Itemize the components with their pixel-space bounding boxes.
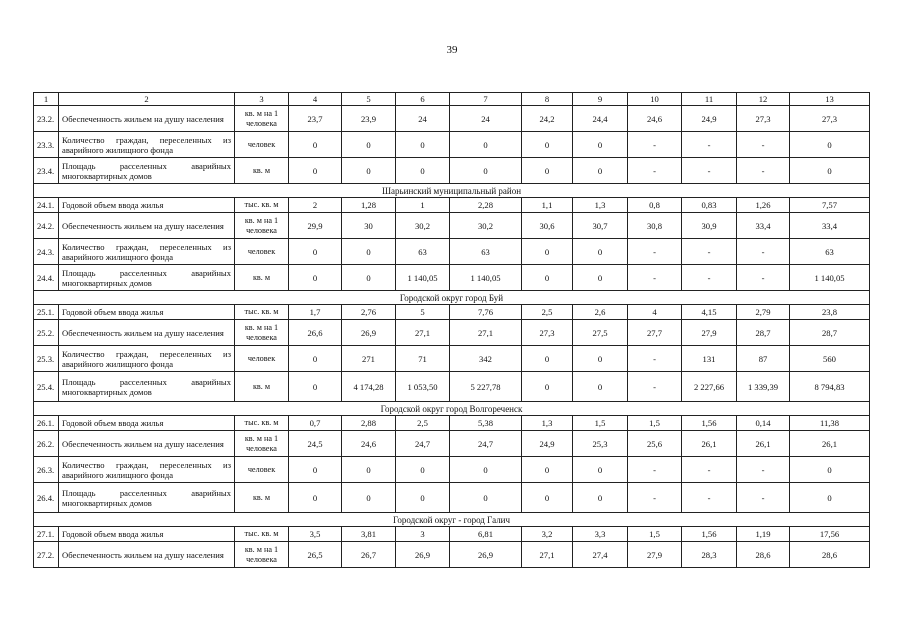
value-cell: 0: [573, 483, 628, 513]
table-row: [34, 305, 870, 320]
value-cell: 11,38: [790, 416, 870, 431]
indicator-name-cell: Годовой объем ввода жилья: [59, 305, 235, 320]
value-cell: 7,57: [790, 198, 870, 213]
table-row: [34, 346, 870, 372]
value-cell: 33,4: [737, 213, 790, 239]
value-cell: 0: [289, 265, 342, 291]
value-cell: 0: [396, 158, 450, 184]
value-cell: 26,9: [342, 320, 396, 346]
value-cell: 0: [522, 457, 573, 483]
value-cell: 27,3: [522, 320, 573, 346]
value-cell: 0: [450, 483, 522, 513]
value-cell: 0: [342, 239, 396, 265]
header-cell: 10: [628, 93, 682, 106]
row-number-cell: 23.4.: [34, 158, 59, 184]
indicator-name-cell: Годовой объем ввода жилья: [59, 416, 235, 431]
row-number-cell: 27.1.: [34, 527, 59, 542]
value-cell: 3,3: [573, 527, 628, 542]
value-cell: 30,2: [450, 213, 522, 239]
value-cell: 24,7: [450, 431, 522, 457]
table-row: [34, 265, 870, 291]
unit-cell: тыс. кв. м: [235, 527, 289, 542]
section-title: Городской округ город Буй: [34, 291, 870, 305]
value-cell: 0,8: [628, 198, 682, 213]
unit-cell: кв. м на 1 человека: [235, 106, 289, 132]
value-cell: 2: [289, 198, 342, 213]
row-number-cell: 26.1.: [34, 416, 59, 431]
value-cell: 8 794,83: [790, 372, 870, 402]
value-cell: 0: [289, 158, 342, 184]
value-cell: -: [737, 132, 790, 158]
table-row: [34, 416, 870, 431]
value-cell: 1,5: [573, 416, 628, 431]
value-cell: 27,3: [737, 106, 790, 132]
row-number-cell: 25.2.: [34, 320, 59, 346]
row-number-cell: 27.2.: [34, 542, 59, 568]
value-cell: 2,5: [396, 416, 450, 431]
value-cell: 23,7: [289, 106, 342, 132]
indicator-name-cell: Обеспеченность жильем на душу населения: [59, 320, 235, 346]
value-cell: 0: [289, 346, 342, 372]
unit-cell: человек: [235, 457, 289, 483]
value-cell: 26,1: [682, 431, 737, 457]
value-cell: 0: [342, 265, 396, 291]
value-cell: 24,6: [342, 431, 396, 457]
value-cell: -: [737, 265, 790, 291]
value-cell: 23,8: [790, 305, 870, 320]
row-number-cell: 23.3.: [34, 132, 59, 158]
value-cell: 0: [450, 158, 522, 184]
value-cell: -: [737, 483, 790, 513]
value-cell: 0: [522, 265, 573, 291]
value-cell: 0: [573, 239, 628, 265]
value-cell: 3,5: [289, 527, 342, 542]
value-cell: -: [737, 457, 790, 483]
value-cell: 26,5: [289, 542, 342, 568]
value-cell: 0: [790, 483, 870, 513]
value-cell: 27,9: [628, 542, 682, 568]
row-number-cell: 24.4.: [34, 265, 59, 291]
row-number-cell: 24.1.: [34, 198, 59, 213]
unit-cell: кв. м: [235, 158, 289, 184]
row-number-cell: 25.1.: [34, 305, 59, 320]
value-cell: 30,2: [396, 213, 450, 239]
header-cell: 1: [34, 93, 59, 106]
value-cell: 26,6: [289, 320, 342, 346]
value-cell: 2,79: [737, 305, 790, 320]
value-cell: 29,9: [289, 213, 342, 239]
value-cell: -: [737, 239, 790, 265]
unit-cell: кв. м: [235, 372, 289, 402]
value-cell: 27,7: [628, 320, 682, 346]
value-cell: -: [682, 158, 737, 184]
value-cell: 24: [450, 106, 522, 132]
indicator-name-cell: Площадь расселенных аварийных многоквартирных домов: [59, 265, 235, 291]
value-cell: 1 140,05: [450, 265, 522, 291]
value-cell: 27,9: [682, 320, 737, 346]
value-cell: 71: [396, 346, 450, 372]
value-cell: 4: [628, 305, 682, 320]
value-cell: 0: [289, 483, 342, 513]
table-row: [34, 372, 870, 402]
value-cell: -: [628, 346, 682, 372]
value-cell: -: [628, 372, 682, 402]
value-cell: 0: [450, 457, 522, 483]
unit-cell: тыс. кв. м: [235, 198, 289, 213]
value-cell: 2,6: [573, 305, 628, 320]
table-row: [34, 527, 870, 542]
value-cell: 1,7: [289, 305, 342, 320]
value-cell: 1,26: [737, 198, 790, 213]
section-row: [34, 513, 870, 527]
indicator-name-cell: Количество граждан, переселенных из аварийного жилищного фонда: [59, 457, 235, 483]
value-cell: 24,5: [289, 431, 342, 457]
header-cell: 12: [737, 93, 790, 106]
indicator-name-cell: Количество граждан, переселенных из аварийного жилищного фонда: [59, 346, 235, 372]
value-cell: -: [628, 457, 682, 483]
statistics-table: [33, 92, 870, 568]
value-cell: 0: [342, 457, 396, 483]
value-cell: 3,2: [522, 527, 573, 542]
indicator-name-cell: Обеспеченность жильем на душу населения: [59, 542, 235, 568]
header-cell: 11: [682, 93, 737, 106]
value-cell: 30,6: [522, 213, 573, 239]
value-cell: 0: [522, 372, 573, 402]
unit-cell: тыс. кв. м: [235, 416, 289, 431]
value-cell: 1: [396, 198, 450, 213]
header-cell: 9: [573, 93, 628, 106]
value-cell: -: [628, 239, 682, 265]
header-row: [34, 93, 870, 106]
header-cell: 7: [450, 93, 522, 106]
value-cell: 1 339,39: [737, 372, 790, 402]
value-cell: 5 227,78: [450, 372, 522, 402]
unit-cell: человек: [235, 239, 289, 265]
value-cell: 28,7: [790, 320, 870, 346]
unit-cell: человек: [235, 346, 289, 372]
value-cell: 342: [450, 346, 522, 372]
section-title: Городской округ город Волгореченск: [34, 402, 870, 416]
value-cell: 0: [289, 132, 342, 158]
row-number-cell: 26.4.: [34, 483, 59, 513]
indicator-name-cell: Количество граждан, переселенных из аварийного жилищного фонда: [59, 239, 235, 265]
header-cell: 4: [289, 93, 342, 106]
value-cell: 0: [522, 483, 573, 513]
value-cell: -: [628, 158, 682, 184]
header-cell: 5: [342, 93, 396, 106]
value-cell: 0: [450, 132, 522, 158]
value-cell: 24,2: [522, 106, 573, 132]
value-cell: 1,5: [628, 416, 682, 431]
value-cell: 28,6: [737, 542, 790, 568]
value-cell: 26,1: [737, 431, 790, 457]
value-cell: -: [737, 158, 790, 184]
unit-cell: кв. м на 1 человека: [235, 213, 289, 239]
indicator-name-cell: Обеспеченность жильем на душу населения: [59, 106, 235, 132]
value-cell: 17,56: [790, 527, 870, 542]
value-cell: 30,9: [682, 213, 737, 239]
value-cell: 1,56: [682, 527, 737, 542]
value-cell: 63: [790, 239, 870, 265]
indicator-name-cell: Обеспеченность жильем на душу населения: [59, 213, 235, 239]
value-cell: 1,28: [342, 198, 396, 213]
unit-cell: кв. м на 1 человека: [235, 542, 289, 568]
unit-cell: тыс. кв. м: [235, 305, 289, 320]
value-cell: 24: [396, 106, 450, 132]
value-cell: 26,9: [396, 542, 450, 568]
unit-cell: человек: [235, 132, 289, 158]
value-cell: 0: [573, 346, 628, 372]
value-cell: 0: [573, 132, 628, 158]
value-cell: 0: [573, 158, 628, 184]
value-cell: 27,1: [396, 320, 450, 346]
table-row: [34, 198, 870, 213]
value-cell: 27,5: [573, 320, 628, 346]
value-cell: 1,19: [737, 527, 790, 542]
value-cell: 0: [790, 132, 870, 158]
indicator-name-cell: Площадь расселенных аварийных многоквартирных домов: [59, 372, 235, 402]
value-cell: 4,15: [682, 305, 737, 320]
row-number-cell: 25.3.: [34, 346, 59, 372]
value-cell: -: [682, 132, 737, 158]
value-cell: 24,9: [522, 431, 573, 457]
value-cell: 4 174,28: [342, 372, 396, 402]
row-number-cell: 25.4.: [34, 372, 59, 402]
value-cell: 271: [342, 346, 396, 372]
table-row: [34, 132, 870, 158]
value-cell: -: [628, 483, 682, 513]
value-cell: -: [682, 265, 737, 291]
table-row: [34, 320, 870, 346]
value-cell: 1,3: [573, 198, 628, 213]
value-cell: 25,6: [628, 431, 682, 457]
value-cell: 27,4: [573, 542, 628, 568]
header-cell: 13: [790, 93, 870, 106]
value-cell: 0,14: [737, 416, 790, 431]
value-cell: 28,7: [737, 320, 790, 346]
header-cell: 6: [396, 93, 450, 106]
value-cell: 1,5: [628, 527, 682, 542]
value-cell: 5,38: [450, 416, 522, 431]
value-cell: -: [682, 239, 737, 265]
value-cell: 0: [522, 132, 573, 158]
section-title: Шарьинский муниципальный район: [34, 184, 870, 198]
value-cell: 26,7: [342, 542, 396, 568]
value-cell: 0: [289, 372, 342, 402]
row-number-cell: 26.3.: [34, 457, 59, 483]
value-cell: 131: [682, 346, 737, 372]
table-row: [34, 239, 870, 265]
table-row: [34, 542, 870, 568]
value-cell: 1 140,05: [396, 265, 450, 291]
value-cell: 24,4: [573, 106, 628, 132]
value-cell: 0: [289, 457, 342, 483]
value-cell: 6,81: [450, 527, 522, 542]
value-cell: -: [628, 132, 682, 158]
table-row: [34, 431, 870, 457]
value-cell: 1,3: [522, 416, 573, 431]
unit-cell: кв. м: [235, 483, 289, 513]
value-cell: -: [682, 483, 737, 513]
value-cell: 0,83: [682, 198, 737, 213]
value-cell: 0: [342, 158, 396, 184]
value-cell: 24,9: [682, 106, 737, 132]
value-cell: 1,56: [682, 416, 737, 431]
indicator-name-cell: Площадь расселенных аварийных многоквартирных домов: [59, 483, 235, 513]
value-cell: 1 140,05: [790, 265, 870, 291]
value-cell: 30,8: [628, 213, 682, 239]
section-row: [34, 184, 870, 198]
value-cell: 0: [396, 483, 450, 513]
value-cell: 63: [450, 239, 522, 265]
value-cell: 0,7: [289, 416, 342, 431]
value-cell: 26,9: [450, 542, 522, 568]
value-cell: -: [628, 265, 682, 291]
table-row: [34, 106, 870, 132]
indicator-name-cell: Годовой объем ввода жилья: [59, 527, 235, 542]
section-title: Городской округ - город Галич: [34, 513, 870, 527]
value-cell: 3,81: [342, 527, 396, 542]
value-cell: 2,5: [522, 305, 573, 320]
value-cell: 0: [573, 265, 628, 291]
value-cell: 2 227,66: [682, 372, 737, 402]
header-cell: 8: [522, 93, 573, 106]
unit-cell: кв. м на 1 человека: [235, 320, 289, 346]
value-cell: 0: [289, 239, 342, 265]
value-cell: 0: [342, 483, 396, 513]
row-number-cell: 24.2.: [34, 213, 59, 239]
row-number-cell: 24.3.: [34, 239, 59, 265]
value-cell: 63: [396, 239, 450, 265]
value-cell: 27,1: [450, 320, 522, 346]
value-cell: 1,1: [522, 198, 573, 213]
table-row: [34, 213, 870, 239]
table-row: [34, 457, 870, 483]
value-cell: 0: [522, 346, 573, 372]
value-cell: 1 053,50: [396, 372, 450, 402]
value-cell: 30,7: [573, 213, 628, 239]
section-row: [34, 291, 870, 305]
page-number: 39: [446, 44, 458, 56]
value-cell: 5: [396, 305, 450, 320]
row-number-cell: 26.2.: [34, 431, 59, 457]
value-cell: 0: [573, 372, 628, 402]
value-cell: -: [682, 457, 737, 483]
value-cell: 30: [342, 213, 396, 239]
value-cell: 2,76: [342, 305, 396, 320]
table-row: [34, 158, 870, 184]
header-cell: 2: [59, 93, 235, 106]
value-cell: 2,88: [342, 416, 396, 431]
value-cell: 560: [790, 346, 870, 372]
value-cell: 3: [396, 527, 450, 542]
indicator-name-cell: Количество граждан, переселенных из аварийного жилищного фонда: [59, 132, 235, 158]
indicator-name-cell: Площадь расселенных аварийных многоквартирных домов: [59, 158, 235, 184]
table-row: [34, 483, 870, 513]
value-cell: 0: [522, 239, 573, 265]
value-cell: 2,28: [450, 198, 522, 213]
value-cell: 26,1: [790, 431, 870, 457]
value-cell: 25,3: [573, 431, 628, 457]
value-cell: 87: [737, 346, 790, 372]
value-cell: 0: [790, 158, 870, 184]
section-row: [34, 402, 870, 416]
value-cell: 0: [573, 457, 628, 483]
value-cell: 23,9: [342, 106, 396, 132]
value-cell: 24,6: [628, 106, 682, 132]
value-cell: 0: [342, 132, 396, 158]
header-cell: 3: [235, 93, 289, 106]
value-cell: 7,76: [450, 305, 522, 320]
unit-cell: кв. м на 1 человека: [235, 431, 289, 457]
value-cell: 0: [396, 457, 450, 483]
value-cell: 0: [522, 158, 573, 184]
value-cell: 28,6: [790, 542, 870, 568]
indicator-name-cell: Обеспеченность жильем на душу населения: [59, 431, 235, 457]
value-cell: 28,3: [682, 542, 737, 568]
value-cell: 27,1: [522, 542, 573, 568]
value-cell: 27,3: [790, 106, 870, 132]
unit-cell: кв. м: [235, 265, 289, 291]
value-cell: 0: [790, 457, 870, 483]
value-cell: 33,4: [790, 213, 870, 239]
value-cell: 24,7: [396, 431, 450, 457]
row-number-cell: 23.2.: [34, 106, 59, 132]
indicator-name-cell: Годовой объем ввода жилья: [59, 198, 235, 213]
value-cell: 0: [396, 132, 450, 158]
